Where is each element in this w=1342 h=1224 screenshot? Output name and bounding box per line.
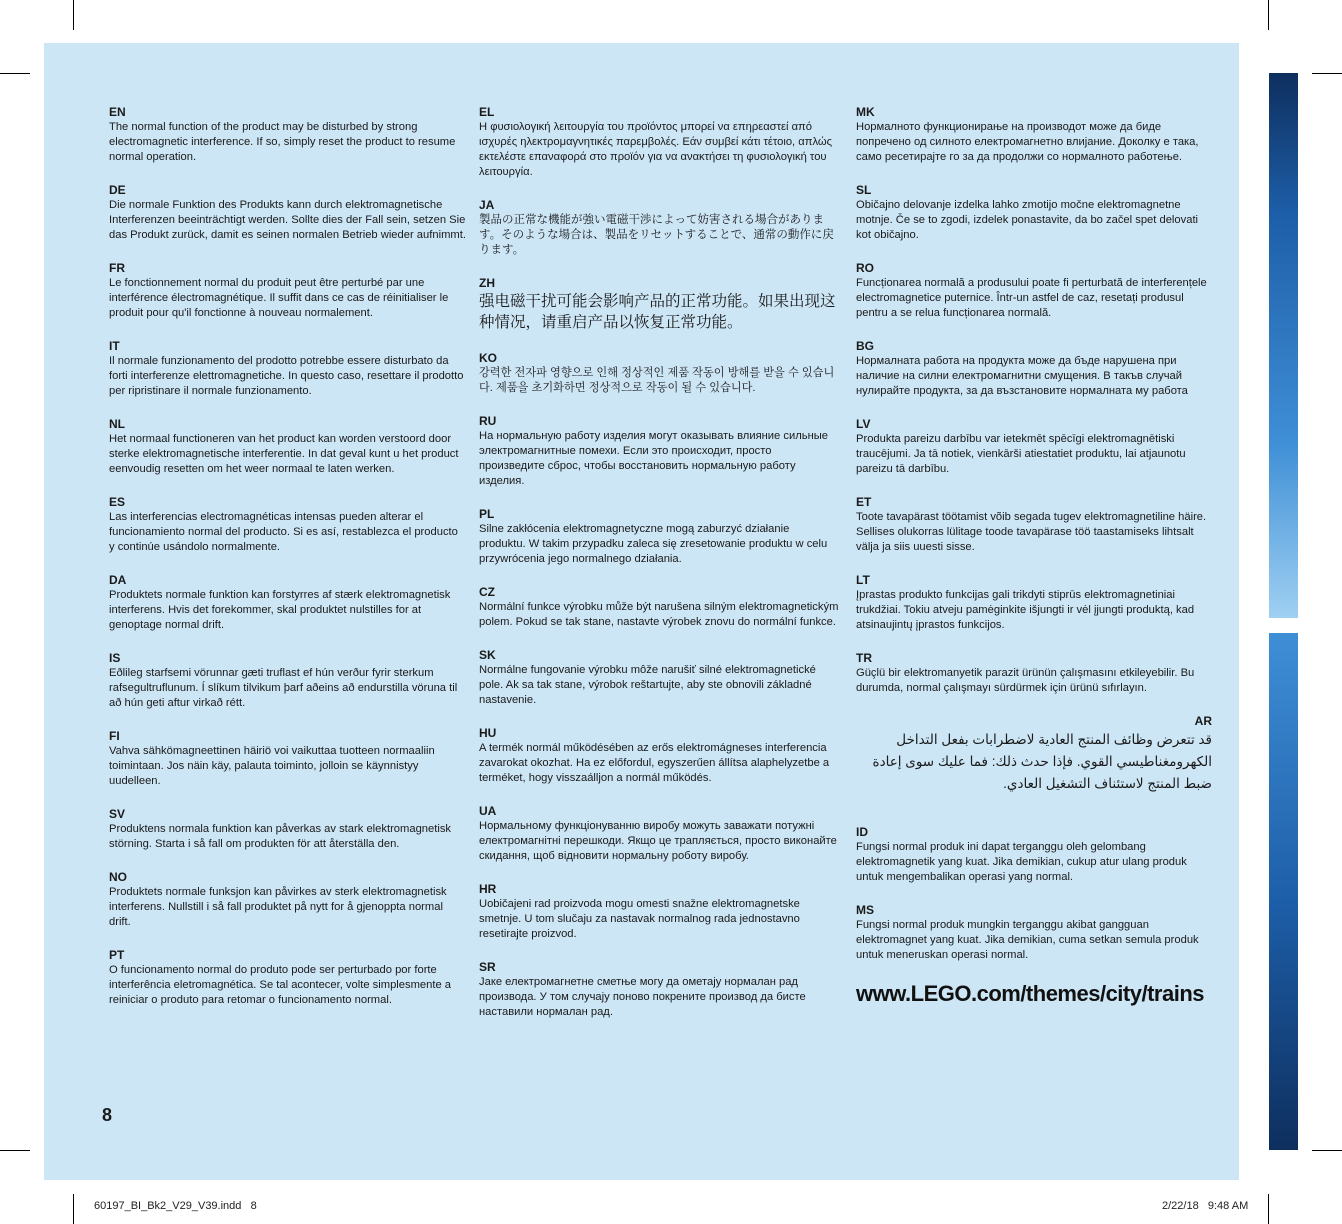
language-text: Produktens normala funktion kan påverkas av stark elektromagnetisk störning. Starta i så fall om produkten för att återställa den. bbox=[109, 823, 452, 850]
language-section-fi bbox=[109, 729, 466, 789]
language-section-de bbox=[109, 183, 466, 243]
language-text: Η φυσιολογική λειτουργία του προϊόντος μπορεί να επηρεαστεί από ισχυρές ηλεκτρομαγνητικές παρεμβολές. Εάν συμβεί κάτι τέτοιο, απλώς εκτελέστε επαναφορά στο προϊόν για να ανακτήσει τη φυσιολογική του λειτουργία. bbox=[479, 121, 833, 178]
language-code: SR bbox=[479, 960, 496, 974]
language-text: The normal function of the product may be disturbed by strong electromagnetic interference. If so, simply reset the product to resume normal operation. bbox=[109, 121, 456, 163]
crop-mark bbox=[73, 1194, 74, 1224]
language-section-bg bbox=[856, 339, 1212, 399]
color-bar-light bbox=[1269, 443, 1298, 618]
language-section-is bbox=[109, 651, 466, 711]
language-text: Le fonctionnement normal du produit peut être perturbé par une interférence électromagnétique. Il suffit dans ce cas de réinitialiser le produit pour qu'il fonctionne à nouveau normalement. bbox=[109, 277, 449, 319]
language-code: RU bbox=[479, 414, 497, 428]
language-section-en bbox=[109, 105, 466, 165]
language-code: DE bbox=[109, 183, 126, 197]
language-text: Produkta pareizu darbību var ietekmēt spēcīgi elektromagnētiski traucējumi. Ja tā notiek, vienkārši atiestatiet produktu, lai atjaunotu pareizu tā darbību. bbox=[856, 433, 1186, 475]
crop-mark bbox=[0, 73, 30, 74]
language-text: Il normale funzionamento del prodotto potrebbe essere disturbato da forti interferenze elettromagnetiche. In questo caso, resettare il prodotto per ripristinare il normale funzionamento. bbox=[109, 355, 464, 397]
language-text: 製品の正常な機能が強い電磁干渉によって妨害される場合があります。そのような場合は、製品をリセットすることで、通常の動作に戻ります。 bbox=[479, 214, 834, 256]
language-code: UA bbox=[479, 804, 497, 818]
language-code: ET bbox=[856, 495, 872, 509]
language-code: RO bbox=[856, 261, 874, 275]
language-text: 强电磁干扰可能会影响产品的正常功能。如果出现这种情况，请重启产品以恢复正常功能。 bbox=[479, 293, 836, 331]
lego-url-link[interactable]: www.LEGO.com/themes/city/trains bbox=[856, 981, 1205, 1006]
language-section-ru bbox=[479, 414, 839, 489]
crop-mark bbox=[1312, 73, 1342, 74]
language-code: PT bbox=[109, 948, 125, 962]
language-section-ua bbox=[479, 804, 839, 864]
language-section-et bbox=[856, 495, 1212, 555]
language-section-sv bbox=[109, 807, 466, 852]
language-code: PL bbox=[479, 507, 495, 521]
instruction-page bbox=[44, 43, 1239, 1180]
language-text: Eðlileg starfsemi vörunnar gæti truflast ef hún verður fyrir sterkum rafsegultruflunum. Í slíkum tilvikum þarf aðeins að endurstilla vöruna til að hún geti aftur virkað rétt. bbox=[109, 667, 458, 709]
language-code: MK bbox=[856, 105, 875, 119]
language-text: Običajno delovanje izdelka lahko zmotijo močne elektromagnetne motnje. Če se to zgodi, izdelek ponastavite, da bo začel spet delovati kot običajno. bbox=[856, 199, 1199, 241]
language-text: Produktets normale funksjon kan påvirkes av sterk elektromagnetisk interferens. Nullstill i så fall produktet på nytt for å gjenoppta normal drift. bbox=[109, 886, 447, 928]
crop-mark bbox=[0, 1150, 30, 1151]
language-section-nl bbox=[109, 417, 466, 477]
language-section-ms bbox=[856, 903, 1212, 963]
crop-mark bbox=[1268, 1194, 1269, 1224]
language-code: NL bbox=[109, 417, 125, 431]
language-text: Fungsi normal produk mungkin terganggu akibat gangguan elektromagnet yang kuat. Jika demikian, cuma setkan semula produk untuk meneruskan operasi normal. bbox=[856, 919, 1199, 961]
language-text: Јаке електромагнетне сметње могу да ометају нормалан рад производа. У том случају поново покрените производ да бисте наставили нормалан рад. bbox=[479, 976, 806, 1018]
language-section-ar bbox=[856, 714, 1212, 795]
language-text: Produktets normale funktion kan forstyrres af stærk elektromagnetisk interferens. Hvis det forekommer, skal produktet nulstilles for at genoptage normal drift. bbox=[109, 589, 451, 631]
language-code: AR bbox=[1194, 714, 1212, 728]
language-code: SK bbox=[479, 648, 496, 662]
language-text: Normálne fungovanie výrobku môže narušiť silné elektromagnetické pole. Ak sa tak stane, výrobok reštartujte, aby ste obnovili základné nastavenie. bbox=[479, 664, 816, 706]
language-section-zh bbox=[479, 276, 839, 333]
language-code: MS bbox=[856, 903, 874, 917]
language-text: Uobičajeni rad proizvoda mogu omesti snažne elektromagnetske smetnje. U tom slučaju za nastavak normalnog rada jednostavno resetirajte proizvod. bbox=[479, 898, 800, 940]
language-text: Fungsi normal produk ini dapat terganggu oleh gelombang elektromagnetik yang kuat. Jika demikian, cukup atur ulang produk untuk mengembalikan operasi yang normal. bbox=[856, 841, 1187, 883]
language-section-sk bbox=[479, 648, 839, 708]
language-section-pl bbox=[479, 507, 839, 567]
footer-file-name: 60197_BI_Bk2_V29_V39.indd 8 bbox=[94, 1200, 257, 1212]
language-section-ro bbox=[856, 261, 1212, 321]
column-1 bbox=[109, 105, 466, 1026]
language-code: IS bbox=[109, 651, 121, 665]
language-text: O funcionamento normal do produto pode ser perturbado por forte interferência eletromagnética. Se tal acontecer, volte simplesmente a reiniciar o produto para retomar o funcionamento normal. bbox=[109, 964, 452, 1006]
language-text: Silne zakłócenia elektromagnetyczne mogą zaburzyć działanie produktu. W takim przypadku zaleca się zresetowanie produktu w celu przywrócenia jego normalnego działania. bbox=[479, 523, 828, 565]
language-section-tr bbox=[856, 651, 1212, 696]
language-text: A termék normál működésében az erős elektromágneses interferencia zavarokat okozhat. Ha ez előfordul, egyszerűen állítsa alaphelyzetbe a terméket, hogy visszaálljon a normál működés. bbox=[479, 742, 830, 784]
page-number: 8 bbox=[102, 1105, 113, 1125]
language-section-hr bbox=[479, 882, 839, 942]
color-bar-mid bbox=[1269, 633, 1298, 903]
language-section-ja bbox=[479, 198, 839, 258]
language-text: Het normaal functioneren van het product kan worden verstoord door sterke elektromagnetische interferentie. In dat geval kunt u het product eenvoudig resetten om het weer normaal te laten werken. bbox=[109, 433, 459, 475]
column-2 bbox=[479, 105, 839, 1038]
language-code: BG bbox=[856, 339, 874, 353]
language-section-hu bbox=[479, 726, 839, 786]
language-code: EL bbox=[479, 105, 495, 119]
language-code: FR bbox=[109, 261, 125, 275]
language-section-sl bbox=[856, 183, 1212, 243]
language-section-it bbox=[109, 339, 466, 399]
language-section-ko bbox=[479, 351, 839, 396]
language-section-no bbox=[109, 870, 466, 930]
language-text: Vahva sähkömagneettinen häiriö voi vaikuttaa tuotteen normaaliin toimintaan. Jos näin käy, palauta toiminto, jolloin se käynnistyy uudelleen. bbox=[109, 745, 435, 787]
language-text: 강력한 전자파 영향으로 인해 정상적인 제품 작동이 방해를 받을 수 있습니다. 제품을 초기화하면 정상적으로 작동이 될 수 있습니다. bbox=[479, 367, 835, 394]
language-code: EN bbox=[109, 105, 126, 119]
language-text: Toote tavapärast töötamist võib segada tugev elektromagnetiline häire. Sellises olukorras lülitage toode tavapärase töö taastamiseks lihtsalt välja ja siis uuesti sisse. bbox=[856, 511, 1207, 553]
language-code: HR bbox=[479, 882, 497, 896]
language-text: Įprastas produkto funkcijas gali trikdyti stiprūs elektromagnetiniai trukdžiai. Tokiu atveju pamėginkite išjungti ir vėl įjungti produktą, kad atsinaujintų įprastos funkcijos. bbox=[856, 589, 1195, 631]
language-section-da bbox=[109, 573, 466, 633]
language-code: CZ bbox=[479, 585, 495, 599]
language-section-fr bbox=[109, 261, 466, 321]
language-text: Normální funkce výrobku může být narušena silným elektromagnetickým polem. Pokud se tak stane, nastavte výrobek znovu do normální funkce. bbox=[479, 601, 839, 628]
language-code: ES bbox=[109, 495, 126, 509]
language-text: На нормальную работу изделия могут оказывать влияние сильные электромагнитные помехи. Если это происходит, просто произведите сброс, чтобы восстановить нормальную работу изделия. bbox=[479, 430, 829, 487]
color-bar-mid bbox=[1269, 213, 1298, 443]
language-section-lv bbox=[856, 417, 1212, 477]
language-code: ZH bbox=[479, 276, 495, 290]
language-text: Güçlü bir elektromanyetik parazit ürünün çalışmasını etkileyebilir. Bu durumda, normal çalışmayı sürdürmek için ürünü sıfırlayın. bbox=[856, 667, 1195, 694]
language-text: Die normale Funktion des Produkts kann durch elektromagnetische Interferenzen beeinträchtigt werden. Sollte dies der Fall sein, setzen Sie das Produkt zurück, damit es seinen normalen Betrieb wieder aufnimmt. bbox=[109, 199, 466, 241]
language-code: HU bbox=[479, 726, 497, 740]
language-code: IT bbox=[109, 339, 120, 353]
language-code: TR bbox=[856, 651, 872, 665]
language-code: LV bbox=[856, 417, 871, 431]
language-section-sr bbox=[479, 960, 839, 1020]
language-section-mk bbox=[856, 105, 1212, 165]
color-bar-dark bbox=[1269, 903, 1298, 1150]
language-section-lt bbox=[856, 573, 1212, 633]
language-text: قد تتعرض وظائف المنتج العادية لاضطرابات بفعل التداخل الكهرومغناطيسي القوي. فإذا حدث ذلك: فما عليك سوى إعادة ضبط المنتج لاستئناف التشغيل العادي. bbox=[872, 732, 1212, 791]
crop-mark bbox=[1312, 1150, 1342, 1151]
language-text: Las interferencias electromagnéticas intensas pueden alterar el funcionamiento normal del producto. Si es así, restablezca el producto y continúe usándolo normalmente. bbox=[109, 511, 458, 553]
footer-date: 2/22/18 9:48 AM bbox=[1162, 1200, 1249, 1212]
language-text: Нормалното функционирање на производот може да биде попречено од силното електромагнетно влијание. Доколку е така, само ресетирајте го за да продолжи со нормалното работење. bbox=[856, 121, 1199, 163]
language-code: NO bbox=[109, 870, 127, 884]
language-code: SL bbox=[856, 183, 872, 197]
language-code: KO bbox=[479, 351, 497, 365]
column-3 bbox=[856, 105, 1212, 1007]
language-code: DA bbox=[109, 573, 127, 587]
crop-mark bbox=[73, 0, 74, 30]
language-section-pt bbox=[109, 948, 466, 1008]
language-code: FI bbox=[109, 729, 120, 743]
language-code: ID bbox=[856, 825, 868, 839]
color-bar-dark bbox=[1269, 73, 1298, 213]
language-code: SV bbox=[109, 807, 126, 821]
language-text: Funcționarea normală a produsului poate fi perturbată de interferențele electromagnetice puternice. Într-un astfel de caz, resetați produsul pentru a se relua funcționarea normală. bbox=[856, 277, 1207, 319]
crop-mark bbox=[1268, 0, 1269, 30]
language-text: Нормальному функціонуванню виробу можуть заважати потужні електромагнітні перешкоди. Якщо це трапляється, просто виконайте скидання, щоб відновити нормальну роботу виробу. bbox=[479, 820, 837, 862]
language-code: LT bbox=[856, 573, 870, 587]
language-section-id bbox=[856, 825, 1212, 885]
language-text: Нормалната работа на продукта може да бъде нарушена при наличие на силни електромагнитни смущения. В такъв случай нулирайте продукта, за да възстановите нормалната му работа bbox=[856, 355, 1188, 397]
language-section-cz bbox=[479, 585, 839, 630]
language-code: JA bbox=[479, 198, 495, 212]
language-section-el bbox=[479, 105, 839, 180]
language-section-es bbox=[109, 495, 466, 555]
